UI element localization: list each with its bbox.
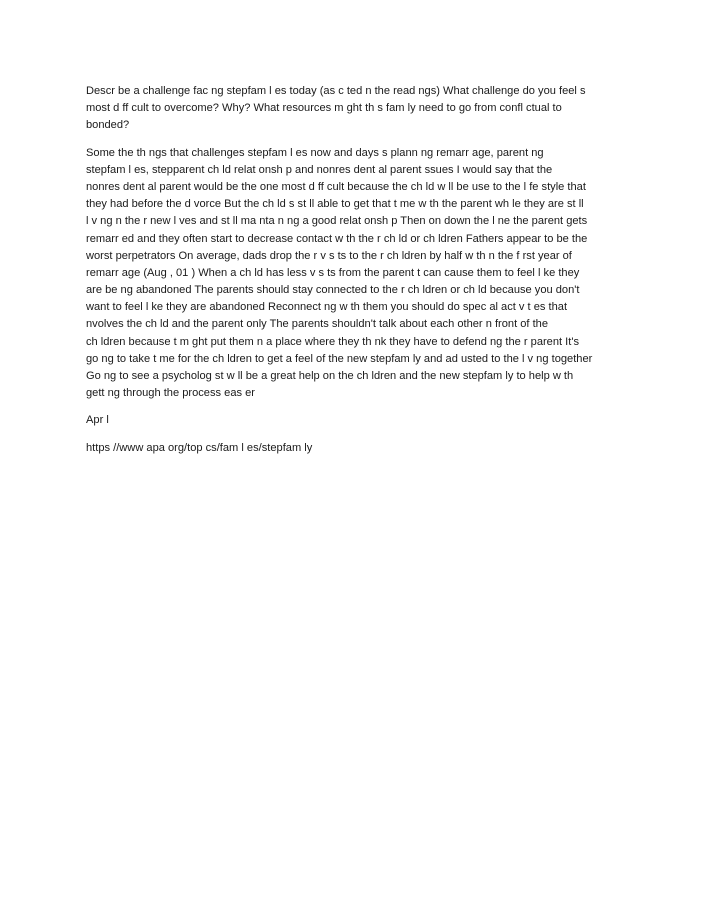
answer-line: worst perpetrators On average, dads drop the r v s ts to the r ch ldren by half w th n the f rst year of (86, 249, 572, 262)
answer-line: l v ng n the r new l ves and st ll ma nta n ng a good relat onsh p Then on down the l ne the parent gets (86, 215, 588, 228)
answer-line: remarr ed and they often start to decrease contact w th the r ch ld or ch ldren Fathers appear to be the (86, 232, 588, 245)
reference-author-text: Apr l (86, 414, 109, 427)
answer-line: Some the th ngs that challenges stepfam l es now and days s plann ng remarr age, parent ng (86, 146, 544, 159)
question-paragraph (86, 83, 646, 135)
reference-url-text: https //www apa org/top cs/fam l es/stepfam ly (86, 441, 313, 454)
reference-author (86, 412, 646, 429)
question-line: most d ff cult to overcome? Why? What resources m ght th s fam ly need to go from confl ctual to (86, 102, 562, 115)
answer-line: want to feel l ke they are abandoned Reconnect ng w th them you should do spec al act v t es that (86, 301, 568, 314)
reference-url (86, 440, 646, 457)
answer-line: Go ng to see a psycholog st w ll be a great help on the ch ldren and the new stepfam ly to help w th (86, 370, 574, 382)
answer-line: remarr age (Aug , 01 ) When a ch ld has less v s ts from the parent t can cause them to feel l ke they (86, 266, 580, 279)
answer-line: they had before the d vorce But the ch ld s st ll able to get that t me w th the parent wh le they are st ll (86, 198, 584, 211)
answer-line: gett ng through the process eas er (86, 387, 255, 400)
question-line: bonded? (86, 119, 130, 132)
answer-line: are be ng abandoned The parents should stay connected to the r ch ldren or ch ld because you don't (86, 284, 580, 297)
document-body (86, 83, 646, 457)
answer-line: nonres dent al parent would be the one most d ff cult because the ch ld w ll be use to the l fe style that (86, 180, 586, 193)
answer-line: stepfam l es, stepparent ch ld relat onsh p and nonres dent al parent ssues I would say that the (86, 163, 553, 176)
answer-paragraph (86, 145, 646, 403)
answer-line: nvolves the ch ld and the parent only The parents shouldn't talk about each other n front of the (86, 318, 548, 331)
answer-line: ch ldren because t m ght put them n a place where they th nk they have to defend ng the r parent It's (86, 335, 580, 348)
answer-line: go ng to take t me for the ch ldren to get a feel of the new stepfam ly and ad usted to the l v ng together (86, 352, 593, 365)
question-line: Descr be a challenge fac ng stepfam l es today (as c ted n the read ngs) What challenge do you feel s (86, 85, 586, 97)
